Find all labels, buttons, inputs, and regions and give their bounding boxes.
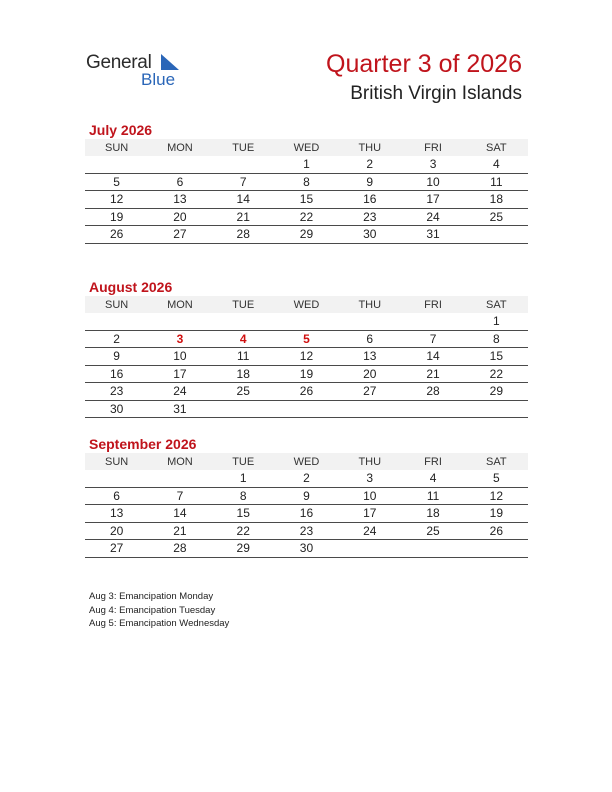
day-cell: 7 <box>401 330 464 348</box>
weekday-row <box>85 453 528 470</box>
day-cell: 3 <box>338 470 401 487</box>
weekday-label: TUE <box>212 453 275 470</box>
empty-day-cell <box>212 156 275 173</box>
day-cell: 26 <box>465 522 528 540</box>
day-cell: 15 <box>275 191 338 209</box>
weekday-label: SAT <box>465 139 528 156</box>
day-cell: 4 <box>465 156 528 173</box>
weekday-label: TUE <box>212 139 275 156</box>
day-cell: 10 <box>401 173 464 191</box>
weekday-label: THU <box>338 139 401 156</box>
day-cell: 3 <box>148 330 211 348</box>
day-cell: 14 <box>401 348 464 366</box>
weekday-label: TUE <box>212 296 275 313</box>
calendar-table <box>85 139 528 244</box>
day-cell: 22 <box>212 522 275 540</box>
month-september <box>85 436 528 558</box>
day-cell: 8 <box>212 487 275 505</box>
week-row <box>85 505 528 523</box>
day-cell: 6 <box>148 173 211 191</box>
day-cell: 25 <box>212 383 275 401</box>
day-cell: 20 <box>85 522 148 540</box>
calendar-table <box>85 453 528 558</box>
day-cell: 24 <box>401 208 464 226</box>
day-cell: 7 <box>212 173 275 191</box>
day-cell: 9 <box>85 348 148 366</box>
day-cell: 30 <box>85 400 148 418</box>
day-cell: 2 <box>85 330 148 348</box>
calendar-body <box>85 156 528 243</box>
day-cell: 18 <box>401 505 464 523</box>
generalblue-logo <box>86 50 196 90</box>
logo-text-general: General <box>86 52 152 73</box>
empty-day-cell <box>85 313 148 330</box>
day-cell: 27 <box>148 226 211 244</box>
week-row <box>85 470 528 487</box>
empty-day-cell <box>85 156 148 173</box>
day-cell: 30 <box>275 540 338 558</box>
day-cell: 4 <box>212 330 275 348</box>
empty-day-cell <box>401 540 464 558</box>
page-title: Quarter 3 of 2026 <box>326 50 522 78</box>
day-cell: 26 <box>85 226 148 244</box>
day-cell: 6 <box>338 330 401 348</box>
day-cell: 21 <box>148 522 211 540</box>
week-row <box>85 400 528 418</box>
day-cell: 27 <box>338 383 401 401</box>
weekday-label: MON <box>148 296 211 313</box>
empty-day-cell <box>148 313 211 330</box>
day-cell: 22 <box>465 365 528 383</box>
month-july <box>85 122 528 244</box>
day-cell: 14 <box>212 191 275 209</box>
weekday-label: WED <box>275 453 338 470</box>
page-subtitle: British Virgin Islands <box>350 83 522 104</box>
day-cell: 7 <box>148 487 211 505</box>
day-cell: 28 <box>148 540 211 558</box>
day-cell: 11 <box>465 173 528 191</box>
day-cell: 16 <box>85 365 148 383</box>
weekday-label: SUN <box>85 453 148 470</box>
week-row <box>85 383 528 401</box>
empty-day-cell <box>212 400 275 418</box>
day-cell: 29 <box>275 226 338 244</box>
day-cell: 11 <box>212 348 275 366</box>
day-cell: 29 <box>465 383 528 401</box>
day-cell: 1 <box>465 313 528 330</box>
day-cell: 13 <box>148 191 211 209</box>
holiday-note: Aug 3: Emancipation Monday <box>89 591 214 602</box>
day-cell: 13 <box>85 505 148 523</box>
weekday-header <box>85 296 528 313</box>
day-cell: 31 <box>401 226 464 244</box>
empty-day-cell <box>338 400 401 418</box>
day-cell: 12 <box>275 348 338 366</box>
calendar-body <box>85 470 528 557</box>
day-cell: 25 <box>465 208 528 226</box>
day-cell: 13 <box>338 348 401 366</box>
day-cell: 10 <box>148 348 211 366</box>
day-cell: 25 <box>401 522 464 540</box>
calendar-body <box>85 313 528 418</box>
logo-text-blue: Blue <box>141 70 176 89</box>
empty-day-cell <box>338 313 401 330</box>
day-cell: 16 <box>338 191 401 209</box>
weekday-header <box>85 139 528 156</box>
weekday-label: THU <box>338 453 401 470</box>
day-cell: 11 <box>401 487 464 505</box>
week-row <box>85 348 528 366</box>
weekday-label: SUN <box>85 296 148 313</box>
week-row <box>85 365 528 383</box>
weekday-label: SUN <box>85 139 148 156</box>
weekday-row <box>85 139 528 156</box>
day-cell: 31 <box>148 400 211 418</box>
week-row <box>85 226 528 244</box>
empty-day-cell <box>401 313 464 330</box>
day-cell: 2 <box>275 470 338 487</box>
day-cell: 19 <box>465 505 528 523</box>
empty-day-cell <box>465 226 528 244</box>
weekday-label: THU <box>338 296 401 313</box>
calendar-table <box>85 296 528 418</box>
week-row <box>85 173 528 191</box>
day-cell: 1 <box>212 470 275 487</box>
day-cell: 17 <box>148 365 211 383</box>
day-cell: 17 <box>338 505 401 523</box>
weekday-label: FRI <box>401 453 464 470</box>
day-cell: 1 <box>275 156 338 173</box>
weekday-label: FRI <box>401 139 464 156</box>
day-cell: 20 <box>338 365 401 383</box>
day-cell: 19 <box>275 365 338 383</box>
day-cell: 2 <box>338 156 401 173</box>
day-cell: 8 <box>275 173 338 191</box>
weekday-label: SAT <box>465 296 528 313</box>
empty-day-cell <box>85 470 148 487</box>
empty-day-cell <box>465 540 528 558</box>
empty-day-cell <box>401 400 464 418</box>
week-row <box>85 191 528 209</box>
week-row <box>85 522 528 540</box>
empty-day-cell <box>212 313 275 330</box>
day-cell: 18 <box>465 191 528 209</box>
day-cell: 9 <box>275 487 338 505</box>
day-cell: 12 <box>465 487 528 505</box>
day-cell: 15 <box>212 505 275 523</box>
day-cell: 8 <box>465 330 528 348</box>
week-row <box>85 540 528 558</box>
day-cell: 12 <box>85 191 148 209</box>
weekday-label: WED <box>275 296 338 313</box>
empty-day-cell <box>148 156 211 173</box>
week-row <box>85 313 528 330</box>
day-cell: 9 <box>338 173 401 191</box>
weekday-label: SAT <box>465 453 528 470</box>
month-title: July 2026 <box>89 122 153 138</box>
day-cell: 4 <box>401 470 464 487</box>
month-title: August 2026 <box>89 279 173 295</box>
empty-day-cell <box>275 400 338 418</box>
week-row <box>85 156 528 173</box>
day-cell: 17 <box>401 191 464 209</box>
month-title: September 2026 <box>89 436 197 452</box>
weekday-label: FRI <box>401 296 464 313</box>
logo-triangle-icon <box>161 54 179 70</box>
week-row <box>85 487 528 505</box>
day-cell: 27 <box>85 540 148 558</box>
holiday-note: Aug 5: Emancipation Wednesday <box>89 618 230 629</box>
empty-day-cell <box>465 400 528 418</box>
day-cell: 23 <box>338 208 401 226</box>
day-cell: 5 <box>85 173 148 191</box>
day-cell: 18 <box>212 365 275 383</box>
holiday-notes <box>89 590 229 631</box>
weekday-row <box>85 296 528 313</box>
day-cell: 5 <box>275 330 338 348</box>
day-cell: 3 <box>401 156 464 173</box>
weekday-label: MON <box>148 139 211 156</box>
day-cell: 21 <box>401 365 464 383</box>
month-august <box>85 279 528 418</box>
empty-day-cell <box>148 470 211 487</box>
weekday-label: WED <box>275 139 338 156</box>
day-cell: 20 <box>148 208 211 226</box>
day-cell: 14 <box>148 505 211 523</box>
day-cell: 22 <box>275 208 338 226</box>
day-cell: 24 <box>148 383 211 401</box>
day-cell: 28 <box>212 226 275 244</box>
day-cell: 24 <box>338 522 401 540</box>
day-cell: 16 <box>275 505 338 523</box>
day-cell: 23 <box>275 522 338 540</box>
week-row <box>85 208 528 226</box>
empty-day-cell <box>275 313 338 330</box>
day-cell: 19 <box>85 208 148 226</box>
weekday-label: MON <box>148 453 211 470</box>
day-cell: 23 <box>85 383 148 401</box>
week-row <box>85 330 528 348</box>
day-cell: 5 <box>465 470 528 487</box>
weekday-header <box>85 453 528 470</box>
day-cell: 28 <box>401 383 464 401</box>
day-cell: 21 <box>212 208 275 226</box>
empty-day-cell <box>338 540 401 558</box>
day-cell: 29 <box>212 540 275 558</box>
holiday-note: Aug 4: Emancipation Tuesday <box>89 604 216 616</box>
day-cell: 30 <box>338 226 401 244</box>
day-cell: 26 <box>275 383 338 401</box>
day-cell: 15 <box>465 348 528 366</box>
day-cell: 6 <box>85 487 148 505</box>
day-cell: 10 <box>338 487 401 505</box>
